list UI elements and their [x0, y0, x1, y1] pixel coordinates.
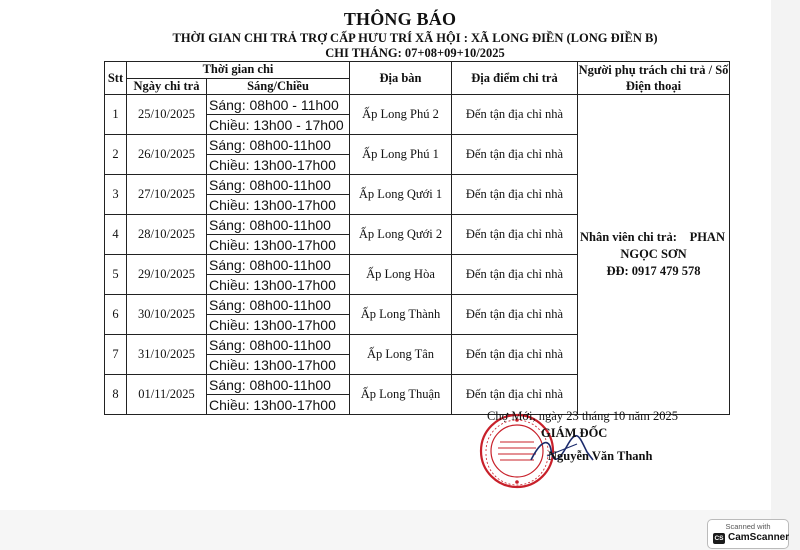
cell-stt: 7 [105, 335, 127, 375]
cell-area: Ấp Long Tân [350, 335, 452, 375]
signature-role: GIÁM ĐỐC [541, 426, 608, 440]
cell-location: Đến tận địa chỉ nhà [452, 295, 578, 335]
cell-morning: Sáng: 08h00-11h00 [207, 255, 350, 275]
page-margin-bottom [0, 510, 771, 550]
cell-morning: Sáng: 08h00-11h00 [207, 135, 350, 155]
page-margin [771, 0, 800, 550]
cell-morning: Sáng: 08h00-11h00 [207, 215, 350, 235]
responsible-phone: ĐĐ: 0917 479 578 [606, 264, 701, 278]
header-date: Ngày chi trả [127, 78, 207, 95]
cell-area: Ấp Long Phú 2 [350, 95, 452, 135]
cell-afternoon: Chiều: 13h00-17h00 [207, 235, 350, 255]
cell-stt: 6 [105, 295, 127, 335]
cell-location: Đến tận địa chỉ nhà [452, 175, 578, 215]
cell-stt: 8 [105, 375, 127, 415]
signature-place-date: Chợ Mới, ngày 23 tháng 10 năm 2025 [487, 409, 678, 423]
cell-afternoon: Chiều: 13h00-17h00 [207, 195, 350, 215]
cell-stt: 4 [105, 215, 127, 255]
cell-morning: Sáng: 08h00-11h00 [207, 335, 350, 355]
signature-name: Nguyễn Văn Thanh [548, 449, 653, 463]
responsible-given-name: NGỌC SƠN [620, 247, 687, 261]
header-time-group: Thời gian chi [127, 62, 350, 79]
cell-location: Đến tận địa chỉ nhà [452, 95, 578, 135]
watermark-app-name: CamScanner [728, 532, 790, 543]
notice-title: THÔNG BÁO [343, 9, 457, 29]
cell-location: Đến tận địa chỉ nhà [452, 335, 578, 375]
cell-date: 28/10/2025 [127, 215, 207, 255]
cell-responsible [578, 95, 730, 415]
cell-location: Đến tận địa chỉ nhà [452, 135, 578, 175]
table-row [105, 95, 730, 115]
cell-location: Đến tận địa chỉ nhà [452, 255, 578, 295]
camscanner-watermark [707, 519, 789, 549]
cell-date: 31/10/2025 [127, 335, 207, 375]
header-area: Địa bàn [350, 62, 452, 95]
cell-area: Ấp Long Hòa [350, 255, 452, 295]
cell-date: 26/10/2025 [127, 135, 207, 175]
cell-area: Ấp Long Thuận [350, 375, 452, 415]
cell-location: Đến tận địa chỉ nhà [452, 215, 578, 255]
cell-afternoon: Chiều: 13h00-17h00 [207, 395, 350, 415]
table-body [105, 95, 730, 415]
cell-afternoon: Chiều: 13h00-17h00 [207, 355, 350, 375]
watermark-caption: Scanned with [725, 522, 771, 531]
camscanner-logo-icon: CS [714, 535, 724, 542]
cell-stt: 5 [105, 255, 127, 295]
notice-period: CHI THÁNG: 07+08+09+10/2025 [325, 46, 505, 60]
cell-date: 25/10/2025 [127, 95, 207, 135]
cell-area: Ấp Long Phú 1 [350, 135, 452, 175]
cell-date: 01/11/2025 [127, 375, 207, 415]
header-session: Sáng/Chiều [207, 78, 350, 95]
header-stt: Stt [105, 62, 127, 95]
cell-afternoon: Chiều: 13h00-17h00 [207, 155, 350, 175]
cell-area: Ấp Long Qưới 2 [350, 215, 452, 255]
cell-afternoon: Chiều: 13h00-17h00 [207, 315, 350, 335]
cell-stt: 3 [105, 175, 127, 215]
cell-area: Ấp Long Thành [350, 295, 452, 335]
header-location: Địa điểm chi trả [452, 62, 578, 95]
header-responsible: Người phụ trách chi trả / Số Điện thoại [578, 63, 729, 93]
cell-morning: Sáng: 08h00-11h00 [207, 175, 350, 195]
cell-stt: 1 [105, 95, 127, 135]
responsible-label: Nhân viên chi trả: [580, 230, 677, 244]
cell-afternoon: Chiều: 13h00 - 17h00 [207, 115, 350, 135]
cell-area: Ấp Long Qưới 1 [350, 175, 452, 215]
responsible-surname: PHAN [689, 230, 725, 244]
cell-morning: Sáng: 08h00-11h00 [207, 295, 350, 315]
cell-morning: Sáng: 08h00-11h00 [207, 375, 350, 395]
cell-location: Đến tận địa chỉ nhà [452, 375, 578, 415]
cell-date: 27/10/2025 [127, 175, 207, 215]
payment-schedule-table [104, 61, 730, 415]
cell-stt: 2 [105, 135, 127, 175]
cell-afternoon: Chiều: 13h00-17h00 [207, 275, 350, 295]
notice-subtitle: THỜI GIAN CHI TRẢ TRỢ CẤP HƯU TRÍ XÃ HỘI : XÃ LONG ĐIỀN (LONG ĐIỀN B) [172, 31, 658, 45]
cell-date: 30/10/2025 [127, 295, 207, 335]
cell-morning: Sáng: 08h00 - 11h00 [207, 95, 350, 115]
cell-date: 29/10/2025 [127, 255, 207, 295]
